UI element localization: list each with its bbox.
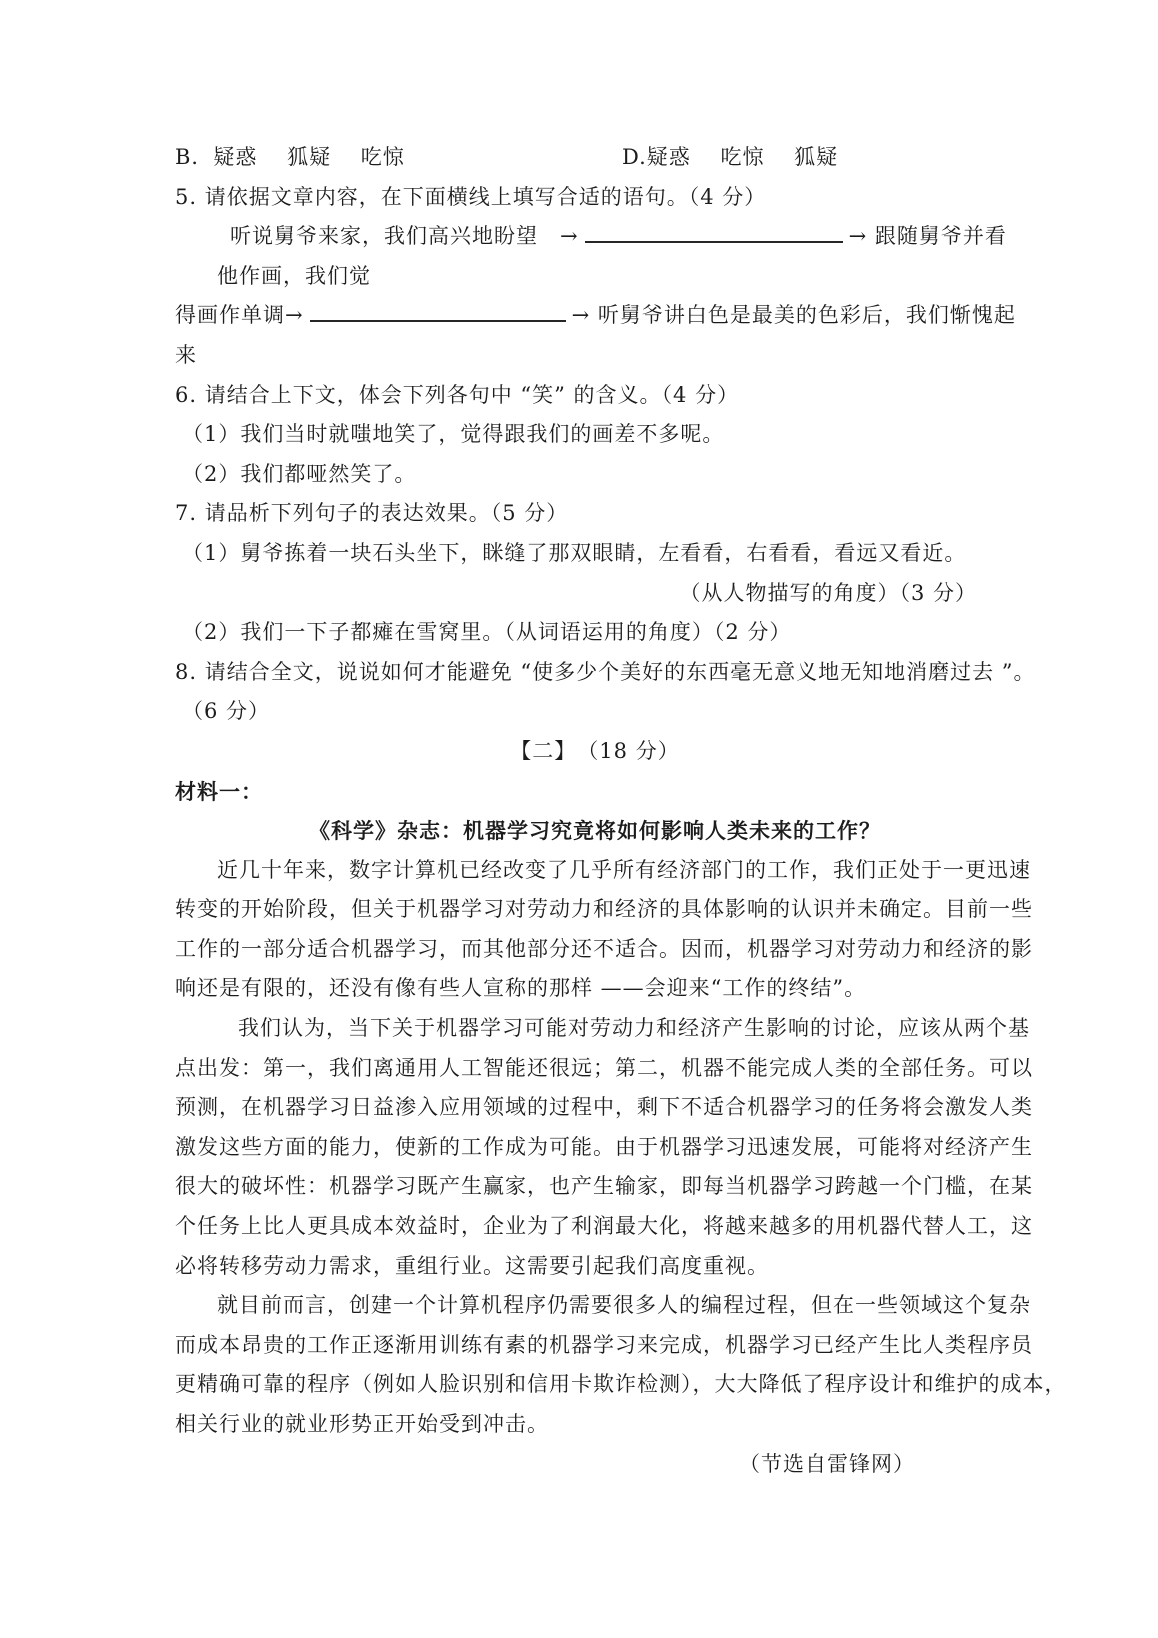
- source-attribution: （节选自雷锋网）: [739, 1451, 915, 1476]
- fill-blank-2: [310, 300, 566, 322]
- para1-line3: 工作的一部分适合机器学习，而其他部分还不适合。因而，机器学习对劳动力和经济的影: [175, 936, 1033, 961]
- flow2-post-text: → 听舅爷讲白色是最美的色彩后，我们惭愧起: [571, 303, 1016, 328]
- para2-line4: 激发这些方面的能力，使新的工作成为可能。由于机器学习迅速发展，可能将对经济产生: [175, 1134, 1033, 1159]
- flow1-post-text: → 跟随舅爷并看: [848, 224, 1007, 249]
- para3-line4: 相关行业的就业形势正开始受到冲击。: [175, 1412, 549, 1436]
- question8-score: （6 分）: [182, 699, 271, 724]
- section2-heading: 【二】 （18 分）: [510, 738, 680, 763]
- question5-stem: 5. 请依据文章内容，在下面横线上填写合适的语句。（4 分）: [175, 184, 767, 209]
- question5-flow-line1: [175, 217, 1015, 257]
- question7-item1-note: （从人物描写的角度）（3 分）: [679, 580, 977, 605]
- para2-line1: 我们认为，当下关于机器学习可能对劳动力和经济产生影响的讨论，应该从两个基: [238, 1016, 1030, 1041]
- material1-label: 材料一：: [175, 778, 263, 804]
- mcq-options-line: [175, 138, 1015, 178]
- para2-line2: 点出发：第一，我们离通用人工智能还很远；第二，机器不能完成人类的全部任务。可以: [175, 1055, 1033, 1080]
- question8-stem: 8. 请结合全文，说说如何才能避免 “使多少个美好的东西毫无意义地无知地消磨过去 ”。: [175, 659, 1036, 684]
- question7-stem: 7. 请品析下列句子的表达效果。（5 分）: [175, 501, 569, 526]
- flow2-pre-text: 得画作单调→: [175, 303, 304, 328]
- para1-line2: 转变的开始阶段，但关于机器学习对劳动力和经济的具体影响的认识并未确定。目前一些: [175, 897, 1033, 922]
- question6-stem: 6. 请结合上下文，体会下列各句中 “笑” 的含义。（4 分）: [175, 382, 740, 407]
- option-b: B．疑惑 狐疑 吃惊: [175, 145, 405, 169]
- question7-item1: （1）舅爷拣着一块石头坐下，眯缝了那双眼睛，左看看，右看看，看远又看近。: [182, 540, 967, 565]
- exam-body: [175, 138, 1067, 1484]
- question6-item2: （2）我们都哑然笑了。: [182, 461, 417, 486]
- article-title: 《科学》杂志：机器学习究竟将如何影响人类未来的工作？: [309, 818, 881, 844]
- para2-line5: 很大的破坏性：机器学习既产生赢家，也产生输家，即每当机器学习跨越一个门槛，在某: [175, 1174, 1033, 1199]
- fill-blank-1: [585, 221, 843, 243]
- para3-line3: 更精确可靠的程序（例如人脸识别和信用卡欺诈检测），大大降低了程序设计和维护的成本，: [175, 1372, 1067, 1397]
- option-d: D.疑惑 吃惊 狐疑: [622, 145, 839, 169]
- para2-line6: 个任务上比人更具成本效益时，企业为了利润最大化，将越来越多的用机器代替人工，这: [175, 1214, 1033, 1239]
- para1-line1: 近几十年来，数字计算机已经改变了几乎所有经济部门的工作，我们正处于一更迅速: [217, 857, 1031, 882]
- question6-item1: （1）我们当时就嗤地笑了，觉得跟我们的画差不多呢。: [182, 422, 725, 447]
- para3-line2: 而成本昂贵的工作正逐渐用训练有素的机器学习来完成，机器学习已经产生比人类程序员: [175, 1332, 1033, 1357]
- question7-item2: （2）我们一下子都瘫在雪窝里。（从词语运用的角度）（2 分）: [182, 620, 792, 645]
- question5-flow-line2-cont: 来: [175, 342, 197, 367]
- question5-flow-line1-cont: 他作画，我们觉: [217, 263, 371, 288]
- para3-line1: 就目前而言，创建一个计算机程序仍需要很多人的编程过程，但在一些领域这个复杂: [217, 1293, 1031, 1318]
- question5-flow-line2: [175, 296, 1015, 336]
- para1-line4: 响还是有限的，还没有像有些人宣称的那样 ——会迎来“工作的终结”。: [175, 976, 867, 1001]
- para2-line3: 预测，在机器学习日益渗入应用领域的过程中，剩下不适合机器学习的任务将会激发人类: [175, 1095, 1033, 1120]
- flow1-pre-text: 听说舅爷来家，我们高兴地盼望 →: [230, 224, 579, 249]
- para2-line7: 必将转移劳动力需求，重组行业。这需要引起我们高度重视。: [175, 1253, 769, 1278]
